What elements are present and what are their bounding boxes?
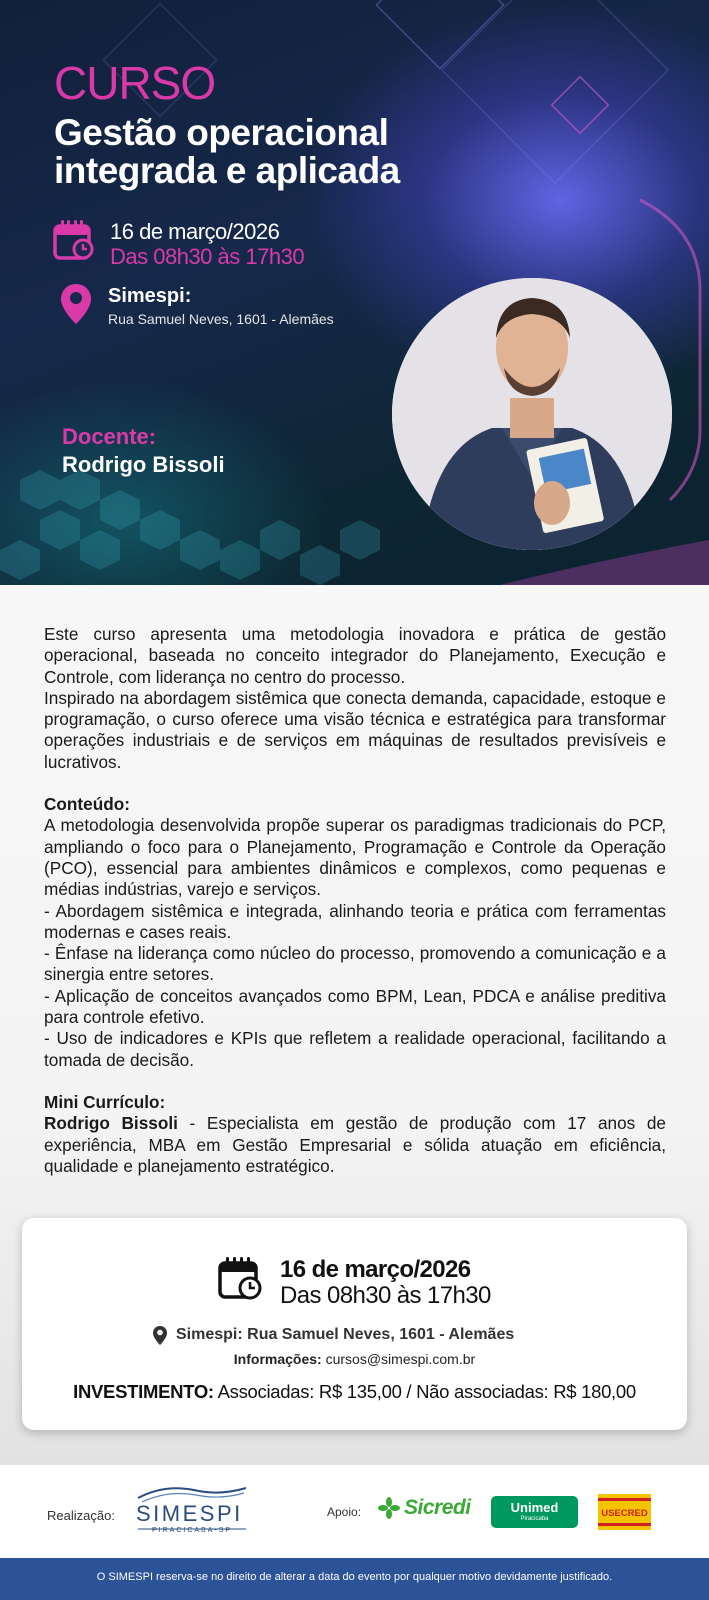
investment-info bbox=[22, 1381, 687, 1403]
card-venue: Simespi: Rua Samuel Neves, 1601 - Alemães bbox=[176, 1326, 515, 1343]
usecred-logo-text: USECRED bbox=[601, 1508, 648, 1519]
card-event-time: Das 08h30 às 17h30 bbox=[280, 1282, 491, 1309]
disclaimer-text: O SIMESPI reserva-se no direito de alterar a data do evento por qualquer motivo devidamente justificado. bbox=[96, 1571, 613, 1583]
content-intro: A metodologia desenvolvida propõe superar os paradigmas tradicionais do PCP, ampliando o foco para o Planejamento, Programação e Controle da Operação (PCO), essencial para ambientes dinâmicos e complexos, como pequenas e médias indústrias, varejo e serviços. bbox=[44, 815, 666, 900]
calendar-clock-icon bbox=[53, 218, 97, 262]
contact-info bbox=[22, 1351, 687, 1367]
course-title-line-1: Gestão operacional bbox=[54, 112, 389, 153]
calendar-clock-icon bbox=[218, 1255, 264, 1301]
investment-prices: Associadas: R$ 135,00 / Não associadas: R$ 180,00 bbox=[213, 1381, 636, 1402]
unimed-logo-text: Unimed bbox=[510, 1500, 559, 1515]
course-title-line-2: integrada e aplicada bbox=[54, 150, 400, 191]
simespi-logo-text: SIMESPI bbox=[136, 1501, 243, 1526]
sicredi-logo bbox=[378, 1496, 471, 1520]
cv-heading: Mini Currículo: bbox=[44, 1091, 166, 1112]
sicredi-logo-text: Sicredi bbox=[404, 1496, 471, 1519]
content-bullet: - Abordagem sistêmica e integrada, alinhando teoria e prática com ferramentas modernas e cases reais. bbox=[44, 900, 666, 942]
venue-address: Rua Samuel Neves, 1601 - Alemães bbox=[108, 311, 334, 327]
content-bullet: - Ênfase na liderança como núcleo do processo, promovendo a comunicação e a sinergia entre setores. bbox=[44, 943, 666, 985]
venue-name: Simespi: bbox=[108, 285, 192, 307]
location-pin-icon bbox=[60, 283, 92, 325]
content-bullet: - Aplicação de conceitos avançados como BPM, Lean, PDCA e análise preditiva para controle efetivo. bbox=[44, 985, 666, 1028]
sicredi-leaf-icon bbox=[378, 1497, 400, 1519]
description-paragraph-2: Inspirado na abordagem sistêmica que conecta demanda, capacidade, estoque e programação, o curso oferece uma visão técnica e estratégica para transformar operações industriais e de serviços em máquinas de resultados previsíveis e lucrativos. bbox=[44, 687, 666, 772]
usecred-logo-icon bbox=[598, 1494, 651, 1530]
course-title bbox=[54, 114, 400, 190]
unimed-logo-subtext: Piracicaba bbox=[520, 1516, 549, 1522]
event-summary-card bbox=[22, 1218, 687, 1430]
content-heading: Conteúdo: bbox=[44, 794, 130, 815]
cv-text: - Especialista em gestão de produção com 17 anos de experiência, MBA em Gestão Empresarial e sólida atuação em eficiência, qualidade e planejamento estratégico. bbox=[44, 1113, 666, 1176]
instructor-portrait-icon bbox=[392, 278, 672, 550]
apoio-label: Apoio: bbox=[327, 1505, 362, 1519]
contact-label: Informações: bbox=[233, 1351, 322, 1367]
event-time: Das 08h30 às 17h30 bbox=[110, 244, 305, 269]
content-bullet: - Uso de indicadores e KPIs que refletem a realidade operacional, facilitando a tomada de decisão. bbox=[44, 1028, 666, 1070]
description-paragraph-1: Este curso apresenta uma metodologia inovadora e prática de gestão operacional, baseada no conceito integrador do Planejamento, Execução e Controle, com liderança no centro do processo. bbox=[44, 624, 666, 687]
realizacao-label: Realização: bbox=[47, 1508, 115, 1523]
instructor-label: Docente: bbox=[62, 424, 157, 449]
course-kicker: CURSO bbox=[54, 57, 216, 109]
hero-banner bbox=[0, 0, 709, 585]
card-event-date: 16 de março/2026 bbox=[280, 1256, 471, 1283]
unimed-logo bbox=[491, 1496, 578, 1528]
simespi-logo-subtext: PIRACICABA-SP bbox=[152, 1527, 233, 1534]
event-date: 16 de março/2026 bbox=[110, 219, 280, 244]
instructor-photo bbox=[392, 278, 672, 550]
cv-paragraph bbox=[44, 1113, 666, 1177]
contact-email[interactable]: cursos@simespi.com.br bbox=[321, 1351, 476, 1367]
instructor-name: Rodrigo Bissoli bbox=[62, 452, 225, 477]
course-description bbox=[44, 624, 666, 1177]
investment-label: INVESTIMENTO: bbox=[73, 1381, 214, 1402]
cv-name: Rodrigo Bissoli bbox=[44, 1113, 178, 1134]
location-pin-icon bbox=[152, 1325, 168, 1346]
